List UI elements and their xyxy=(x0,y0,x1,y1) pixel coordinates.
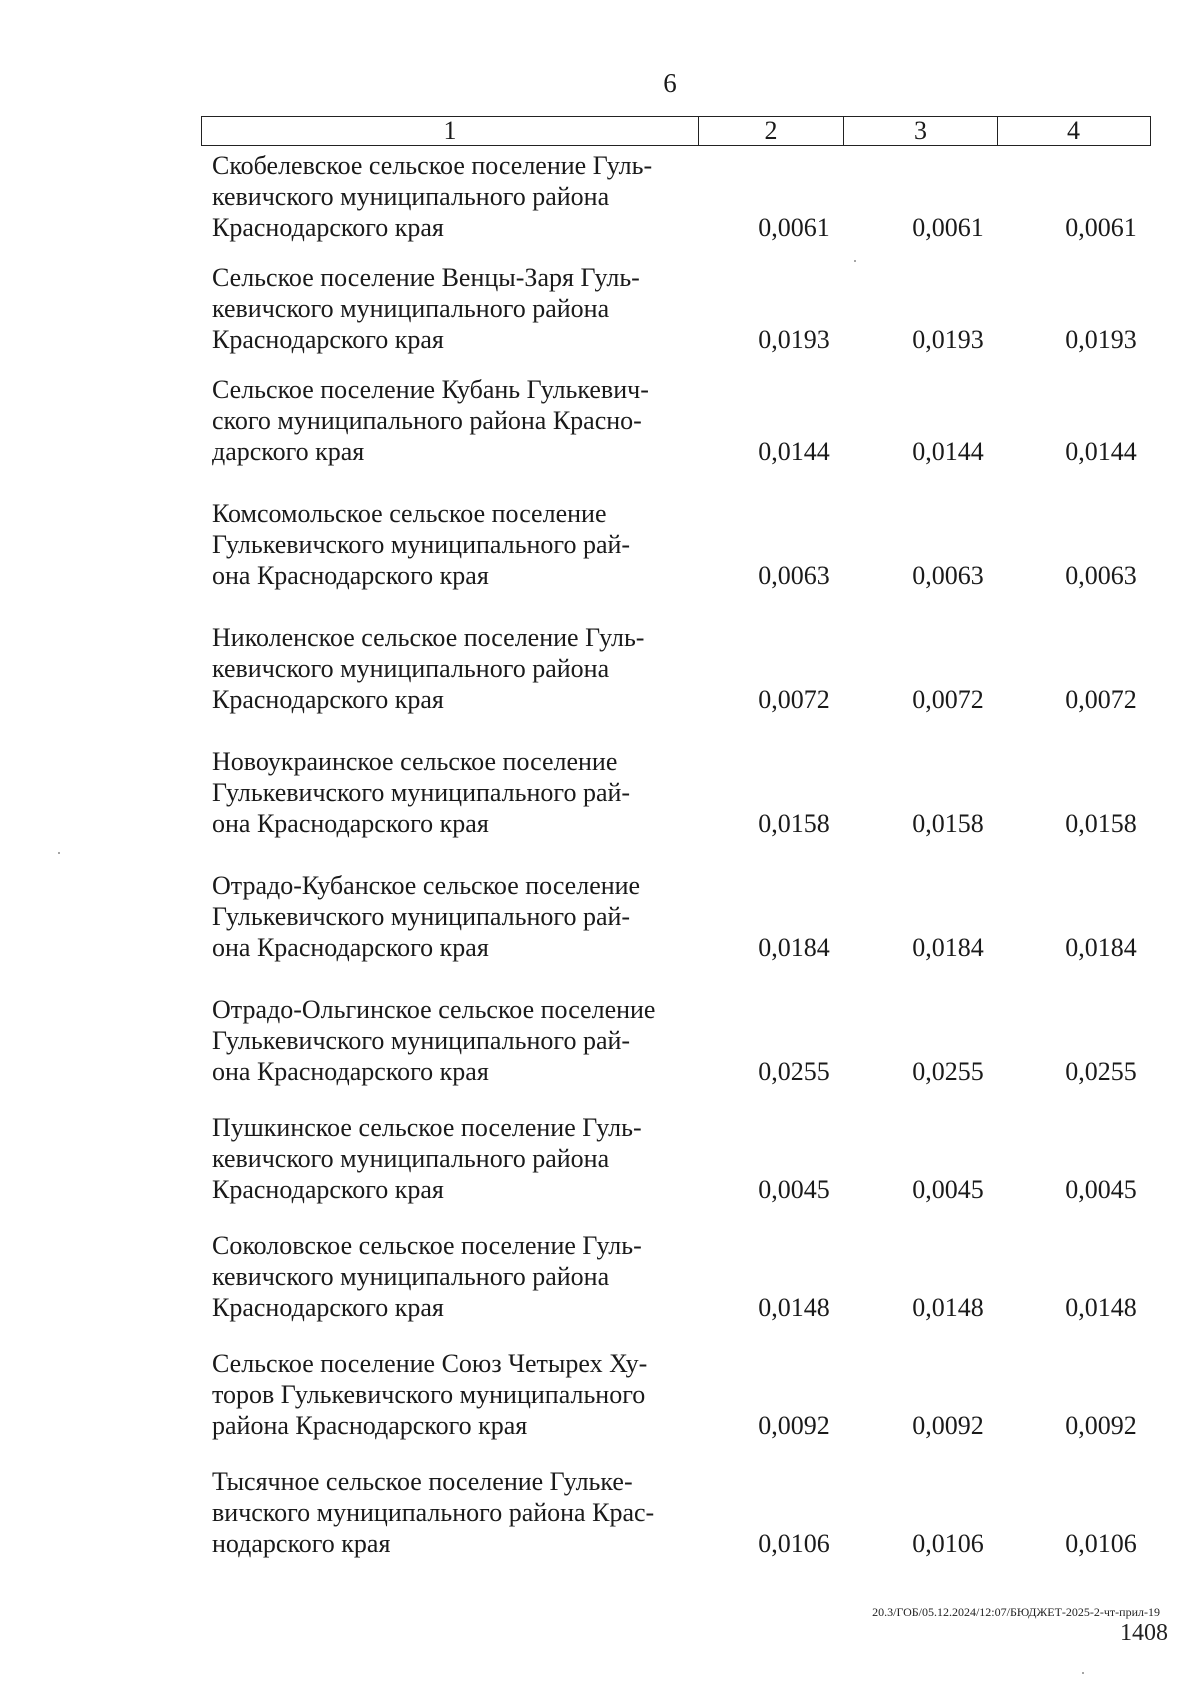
settlement-name: Сельское поселение Кубань Гулькевич- ского муниципального района Красно- дарского края xyxy=(212,375,649,466)
value-col-2: 0,0061 xyxy=(758,213,830,242)
document-code: 20.3/ГОБ/05.12.2024/12:07/БЮДЖЕТ-2025-2-чт-прил-19 xyxy=(872,1605,1160,1619)
value-col-3: 0,0255 xyxy=(912,1057,984,1086)
value-col-3: 0,0144 xyxy=(912,437,984,466)
value-col-2: 0,0144 xyxy=(758,437,830,466)
value-col-4: 0,0092 xyxy=(1065,1411,1137,1440)
settlement-name: Комсомольское сельское поселение Гулькевичского муниципального рай- она Краснодарского края xyxy=(212,499,631,590)
settlement-name: Николенское сельское поселение Гуль- кевичского муниципального района Краснодарского края xyxy=(212,623,645,714)
value-col-4: 0,0063 xyxy=(1065,561,1137,590)
value-col-3: 0,0106 xyxy=(912,1529,984,1558)
value-col-3: 0,0148 xyxy=(912,1293,984,1322)
settlement-name: Скобелевское сельское поселение Гуль- кевичского муниципального района Краснодарского края xyxy=(212,151,653,242)
value-col-3: 0,0158 xyxy=(912,809,984,838)
settlement-name: Сельское поселение Союз Четырех Ху- торов Гулькевичского муниципального района Краснодарского края xyxy=(212,1349,648,1440)
value-col-3: 0,0184 xyxy=(912,933,984,962)
settlement-name: Соколовское сельское поселение Гуль- кевичского муниципального района Краснодарского края xyxy=(212,1231,642,1322)
value-col-2: 0,0158 xyxy=(758,809,830,838)
column-header-3: 3 xyxy=(844,117,998,145)
scan-speck xyxy=(58,852,60,854)
value-col-3: 0,0072 xyxy=(912,685,984,714)
value-col-2: 0,0184 xyxy=(758,933,830,962)
value-col-3: 0,0092 xyxy=(912,1411,984,1440)
settlement-name: Отрадо-Кубанское сельское поселение Гулькевичского муниципального рай- она Краснодарского края xyxy=(212,871,641,962)
value-col-2: 0,0072 xyxy=(758,685,830,714)
settlement-name: Пушкинское сельское поселение Гуль- кевичского муниципального района Краснодарского края xyxy=(212,1113,642,1204)
column-header-2: 2 xyxy=(699,117,844,145)
value-col-2: 0,0255 xyxy=(758,1057,830,1086)
page-number: 6 xyxy=(663,68,677,98)
scan-speck xyxy=(1082,1672,1084,1674)
value-col-4: 0,0106 xyxy=(1065,1529,1137,1558)
value-col-4: 0,0061 xyxy=(1065,213,1137,242)
value-col-4: 0,0045 xyxy=(1065,1175,1137,1204)
sheet-number: 1408 xyxy=(1120,1620,1168,1646)
column-header-4: 4 xyxy=(1067,116,1080,145)
value-col-4: 0,0072 xyxy=(1065,685,1137,714)
value-col-4: 0,0255 xyxy=(1065,1057,1137,1086)
value-col-3: 0,0193 xyxy=(912,325,984,354)
settlement-name: Отрадо-Ольгинское сельское поселение Гулькевичского муниципального рай- она Краснодарского края xyxy=(212,995,656,1086)
value-col-4: 0,0158 xyxy=(1065,809,1137,838)
value-col-2: 0,0193 xyxy=(758,325,830,354)
value-col-4: 0,0148 xyxy=(1065,1293,1137,1322)
settlement-name: Новоукраинское сельское поселение Гулькевичского муниципального рай- она Краснодарского края xyxy=(212,747,631,838)
value-col-2: 0,0148 xyxy=(758,1293,830,1322)
scan-speck xyxy=(854,260,856,262)
value-col-3: 0,0061 xyxy=(912,213,984,242)
value-col-2: 0,0063 xyxy=(758,561,830,590)
value-col-4: 0,0193 xyxy=(1065,325,1137,354)
value-col-4: 0,0184 xyxy=(1065,933,1137,962)
value-col-2: 0,0106 xyxy=(758,1529,830,1558)
value-col-2: 0,0045 xyxy=(758,1175,830,1204)
column-header-1: 1 xyxy=(202,117,699,145)
settlement-name: Сельское поселение Венцы-Заря Гуль- кевичского муниципального района Краснодарского края xyxy=(212,263,640,354)
value-col-3: 0,0063 xyxy=(912,561,984,590)
value-col-4: 0,0144 xyxy=(1065,437,1137,466)
value-col-2: 0,0092 xyxy=(758,1411,830,1440)
value-col-3: 0,0045 xyxy=(912,1175,984,1204)
settlement-name: Тысячное сельское поселение Гульке- вичского муниципального района Крас- нодарского края xyxy=(212,1467,655,1558)
